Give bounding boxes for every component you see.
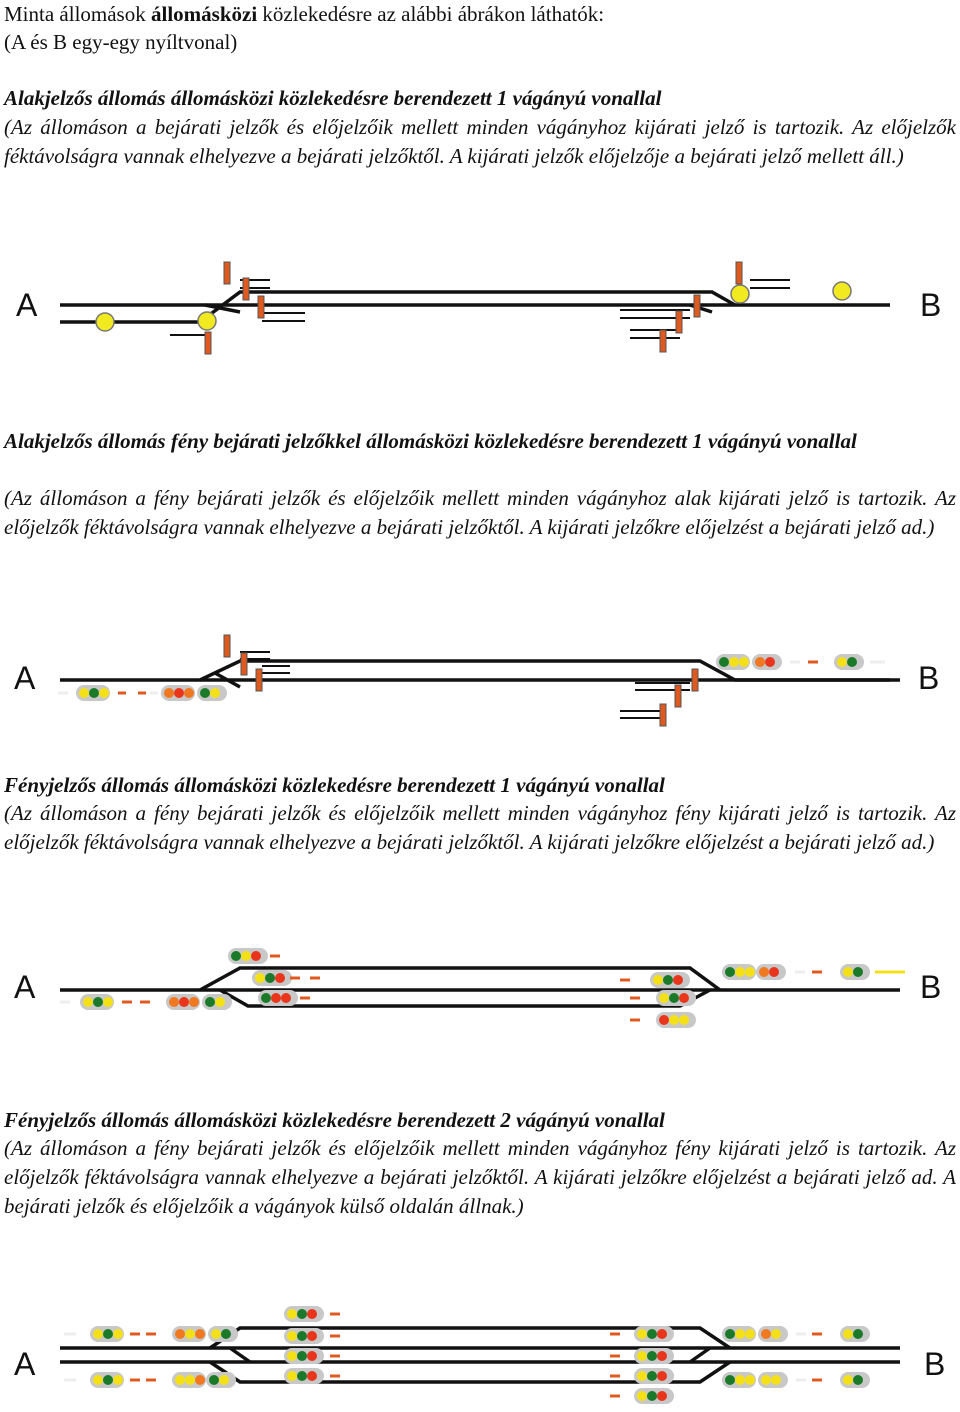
semaphore-arm [241,653,247,675]
light-signal-icon [284,1368,324,1384]
station-a-label: A [14,1346,36,1382]
light-signal-icon [206,1372,236,1388]
light-signal-icon [834,654,864,670]
section-2-text: (Az állomáson a fény bejárati jelzők és előjelzőik mellett minden vágányhoz alak kijárati jelző is tartozik. Az előjelzők féktávolságra vannak elhelyezve a bejárati jelzőktől. A kijárati jelzőkre előjelzést a bejárati jelző ad.) [4,486,956,539]
semaphore-arm [224,262,230,284]
semaphore-arm [675,685,681,707]
light-signal-icon [284,1328,324,1344]
semaphore-arm [243,278,249,300]
light-signal-icon [840,1372,870,1388]
light-signal-icon [634,1326,674,1342]
diagram-4-station [0,1300,960,1410]
section-3-title: Fényjelzős állomás állomásközi közlekedésre berendezett 1 vágányú vonallal [4,773,665,797]
light-signal-icon [840,964,870,980]
light-signal-icon [80,994,114,1010]
semaphore-arm [694,295,700,317]
distant-disc-icon [731,285,749,303]
light-signal-icon [202,994,232,1010]
light-signal-icon [172,1326,206,1342]
station-a-label: A [16,287,38,323]
diagram-1-station [0,250,960,360]
light-signal-icon [634,1388,674,1404]
light-signal-icon [758,1326,788,1342]
light-signal-icon [284,1348,324,1364]
section-1-title: Alakjelzős állomás állomásközi közlekedésre berendezett 1 vágányú vonallal [4,86,662,110]
section-3-text: (Az állomáson a fény bejárati jelzők és előjelzőik mellett minden vágányhoz fény kijárati jelző is tartozik. Az előjelzők féktávolságra vannak elhelyezve a bejárati jelzőktől. A kijárati jelzőkre előjelzést a bejárati jelző ad.) [4,801,956,854]
light-signal-icon [172,1372,206,1388]
light-signals [80,948,870,1028]
light-signal-icon [722,1372,756,1388]
semaphore-signals [205,262,742,354]
semaphore-arm [660,330,666,352]
station-a-label: A [14,660,36,696]
light-signal-icon [758,1372,788,1388]
distant-disc-icon [198,312,216,330]
semaphore-arm [205,332,211,354]
light-signal-icon [161,685,195,701]
light-signal-icon [650,972,690,988]
light-signal-icon [840,1326,870,1342]
station-b-label: B [920,969,942,1005]
semaphore-arm [660,704,666,726]
semaphore-arm [676,311,682,333]
intro-line-2: (A és B egy-egy nyíltvonal) [4,30,238,54]
light-signal-icon [76,685,110,701]
section-1-text: (Az állomáson a bejárati jelzők és előjelzőik mellett minden vágányhoz kijárati jelző is tartozik. Az előjelzők féktávolságra vannak elhelyezve a bejárati jelzőktől. A kijárati jelzők előjelzője a bejárati jelző mellett áll.) [4,115,956,168]
light-signal-icon [634,1368,674,1384]
semaphore-arm [256,669,262,691]
light-signal-icon [634,1348,674,1364]
station-b-label: B [924,1346,946,1382]
track-layout [60,292,890,322]
light-signal-icon [722,1326,756,1342]
light-signal-icon [258,990,298,1006]
intro-line-1: Minta állomások állomásközi közlekedésre az alábbi ábrákon láthatók: [4,2,605,26]
light-signal-icon [722,964,756,980]
distant-disc-icon [96,313,114,331]
light-signal-icon [716,654,750,670]
light-signal-icon [197,685,227,701]
light-signals [90,1306,870,1404]
light-signal-icon [656,1012,696,1028]
intro-bold-word: állomásközi [150,2,258,26]
light-signal-icon [656,990,696,1006]
station-b-label: B [918,660,940,696]
distant-disc-icon [833,282,851,300]
light-signal-icon [228,948,268,964]
light-signal-icon [756,964,786,980]
section-2-title: Alakjelzős állomás fény bejárati jelzőkkel állomásközi közlekedésre berendezett 1 vágányú vonallal [4,429,857,453]
station-a-label: A [14,969,36,1005]
station-b-label: B [920,287,942,323]
semaphore-arm [692,669,698,691]
light-signal-icon [208,1326,238,1342]
light-signal-icon [752,654,782,670]
intro [4,0,956,56]
light-signal-icon [90,1372,124,1388]
diagram-3-station [0,940,960,1040]
semaphore-arm [224,635,230,657]
light-signal-icon [252,970,292,986]
light-signal-icon [166,994,200,1010]
section-4-title: Fényjelzős állomás állomásközi közlekedésre berendezett 2 vágányú vonallal [4,1108,665,1132]
section-4-text: (Az állomáson a fény bejárati jelzők és előjelzőik mellett minden vágányhoz fény kijárati jelző is tartozik. Az előjelzők féktávolságra vannak elhelyezve a bejárati jelzőktől. A kijárati jelzőkre előjelzést a bejárati jelző ad. A bejárati jelzők és előjelzőik a vágányok külső oldalán állnak.) [4,1136,956,1218]
light-signal-icon [90,1326,124,1342]
diagram-2-station [0,625,960,735]
semaphore-arm [258,296,264,318]
semaphore-arm [736,262,742,284]
light-signal-icon [284,1306,324,1322]
